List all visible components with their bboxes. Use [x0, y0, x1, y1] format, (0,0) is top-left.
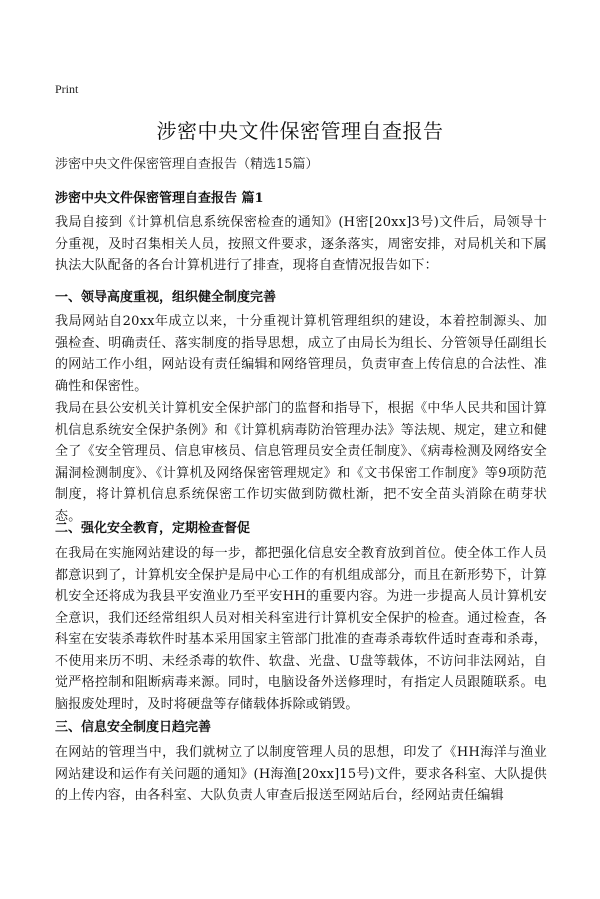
section-1-paragraph-2: 我局在县公安机关计算机安全保护部门的监督和指导下，根据《中华人民共和国计算机信息系统安全保护条例》和《计算机病毒防治管理办法》等法规、规定，建立和健全了《安全管理员、信息审核员、信息管理员安全责任制度》、《病毒检测及网络安全漏洞检测制度》、《计算机及网络保密管理规定》和《文书保密工作制度》等9项防范制度，将计算机信息系统保密工作切实做到防微杜渐，把不安全苗头消除在萌芽状态。	[55, 401, 547, 524]
document-subtitle: 涉密中央文件保密管理自查报告（精选15篇）	[55, 157, 319, 172]
article-heading: 涉密中央文件保密管理自查报告 篇1	[55, 191, 264, 206]
intro-paragraph: 我局自接到《计算机信息系统保密检查的通知》(H密[20xx]3号)文件后，局领导十分重视，及时召集相关人员，按照文件要求，逐条落实，周密安排，对局机关和下属执法大队配备的各台计算机进行了排查，现将自查情况报告如下：	[55, 215, 547, 273]
section-1-paragraph-1: 我局网站自20xx年成立以来，十分重视计算机管理组织的建设，本着控制源头、加强检查、明确责任、落实制度的指导思想，成立了由局长为组长、分管领导任副组长的网站工作小组，网站设有责任编辑和网络管理员，负责审查上传信息的合法性、准确性和保密性。	[55, 314, 547, 394]
section-3-paragraph-1: 在网站的管理当中，我们就树立了以制度管理人员的思想，印发了《HH海洋与渔业网站建设和运作有关问题的通知》(H海渔[20xx]15号)文件，要求各科室、大队提供的上传内容，由各科室、大队负责人审查后报送至网站后台，经网站责任编辑	[55, 745, 547, 803]
section-title-1: 一、领导高度重视，组织健全制度完善	[55, 290, 277, 305]
print-label: Print	[55, 82, 79, 96]
document-title: 涉密中央文件保密管理自查报告	[156, 119, 444, 143]
section-2-paragraph-1: 在我局在实施网站建设的每一步，都把强化信息安全教育放到首位。使全体工作人员都意识到了，计算机安全保护是局中心工作的有机组成部分，而且在新形势下，计算机安全还将成为我县平安渔业乃至平安HH的重要内容。为进一步提高人员计算机安全意识，我们还经常组织人员对相关科室进行计算机安全保护的检查。通过检查，各科室在安装杀毒软件时基本采用国家主管部门批准的查毒杀毒软件适时查毒和杀毒，不使用来历不明、未经杀毒的软件、软盘、光盘、U盘等载体，不访问非法网站，自觉严格控制和阻断病毒来源。同时，电脑设备外送修理时，有指定人员跟随联系。电脑报废处理时，及时将硬盘等存储载体拆除或销毁。	[55, 546, 547, 712]
section-title-2: 二、强化安全教育，定期检查督促	[55, 521, 251, 536]
section-title-3: 三、信息安全制度日趋完善	[55, 720, 212, 735]
